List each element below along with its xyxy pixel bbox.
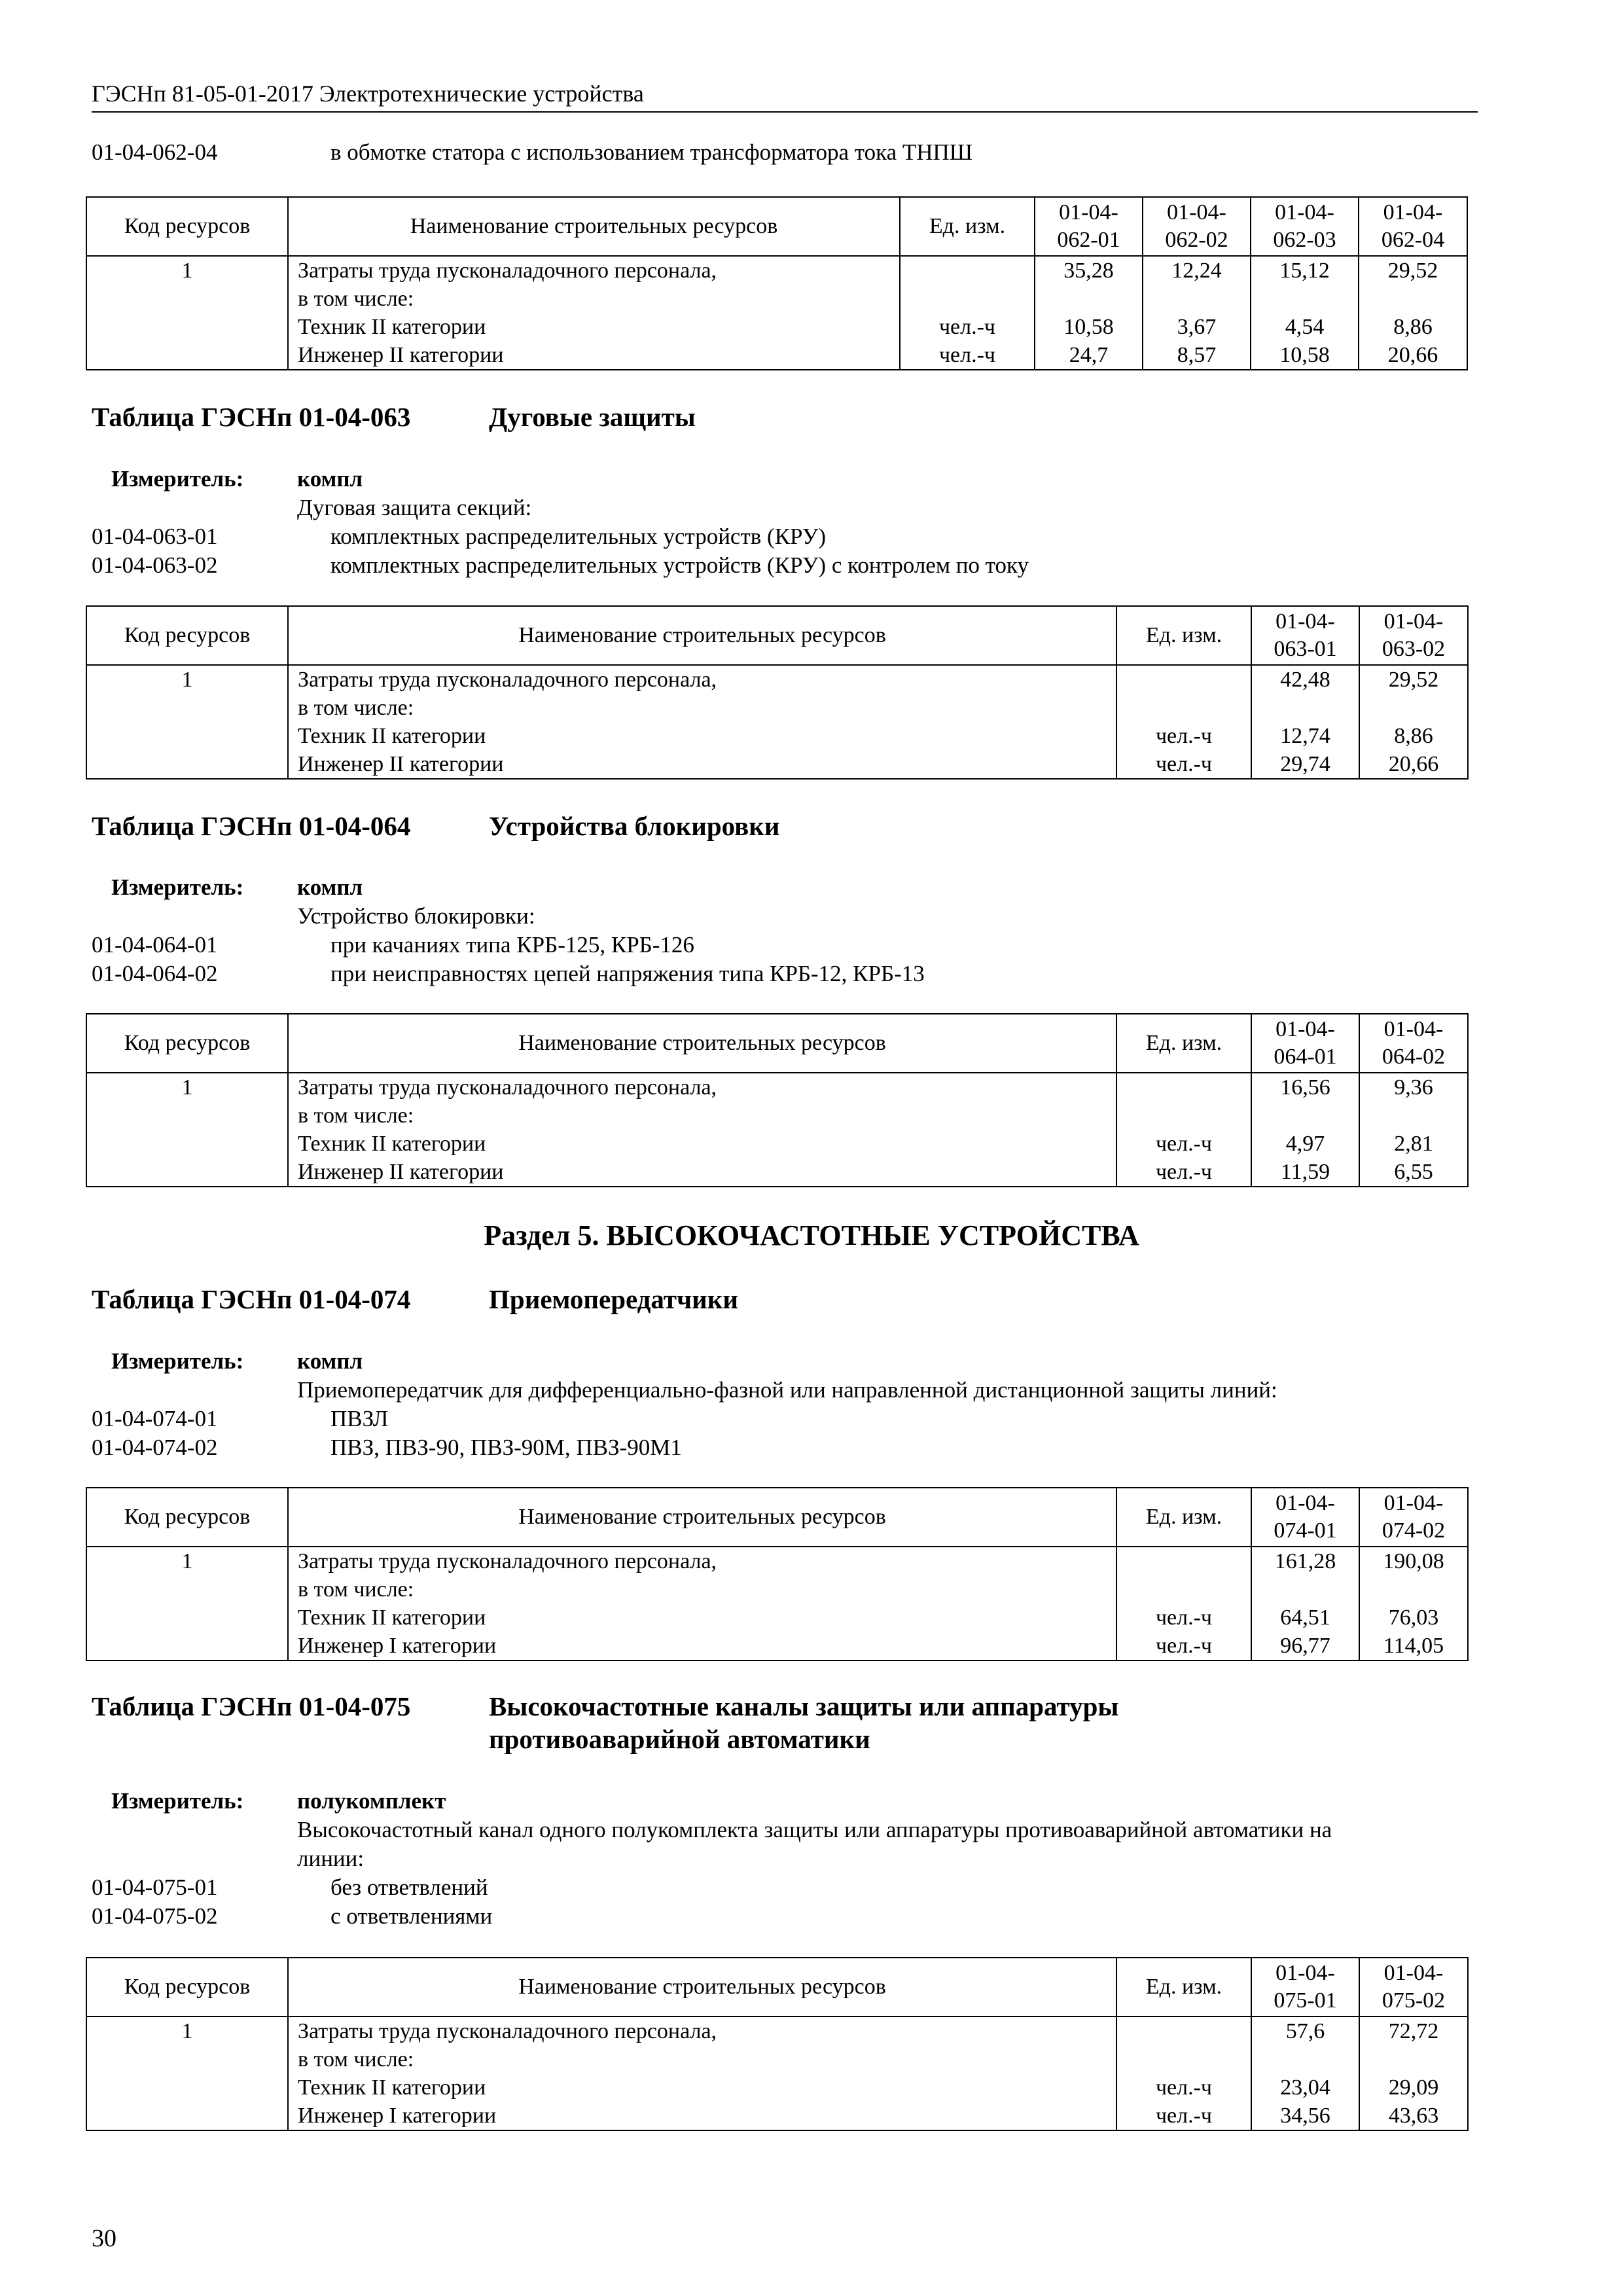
norm-values: 9,36 2,81 6,55 — [1359, 1073, 1468, 1187]
col-unit-header: Ед. изм. — [1116, 1488, 1251, 1547]
table-number: Таблица ГЭСНп 01-04-064 — [92, 811, 411, 841]
col-unit-header: Ед. изм. — [1116, 606, 1251, 665]
table-number: Таблица ГЭСНп 01-04-074 — [92, 1284, 411, 1314]
resource-names: Затраты труда пусконаладочного персонала, в том числе: Техник II категории Инженер I категории — [288, 2017, 1116, 2130]
measure-label: Измеритель: — [111, 874, 244, 900]
table-name: Высокочастотные каналы защиты или аппаратуры — [489, 1691, 1119, 1721]
col-norm-header: 01-04- 075-01 — [1251, 1958, 1359, 2017]
col-name-header: Наименование строительных ресурсов — [288, 197, 900, 256]
resource-names: Затраты труда пусконаладочного персонала, в том числе: Техник II категории Инженер I категории — [288, 1547, 1116, 1660]
col-name-header: Наименование строительных ресурсов — [288, 1014, 1116, 1073]
norm-values: 190,08 76,03 114,05 — [1359, 1547, 1468, 1660]
table-number: Таблица ГЭСНп 01-04-075 — [92, 1691, 411, 1721]
measure-unit: компл — [297, 1348, 363, 1374]
norm-values: 57,6 23,04 34,56 — [1251, 2017, 1359, 2130]
table-name: Устройства блокировки — [489, 811, 780, 841]
resource-table-075 — [86, 1957, 1469, 2131]
col-norm-header: 01-04- 062-01 — [1035, 197, 1143, 256]
col-norm-header: 01-04- 064-02 — [1359, 1014, 1468, 1073]
resource-code: 1 — [86, 665, 288, 779]
resource-units: чел.-ч чел.-ч — [1116, 1073, 1251, 1187]
col-unit-header: Ед. изм. — [1116, 1958, 1251, 2017]
norm-values: 12,24 3,67 8,57 — [1143, 256, 1251, 370]
table-row — [86, 1547, 1468, 1660]
resource-units: чел.-ч чел.-ч — [1116, 1547, 1251, 1660]
list-item: линии: — [297, 1846, 365, 1871]
list-item: Приемопередатчик для дифференциально-фазной или направленной дистанционной защиты линий: — [297, 1377, 1277, 1403]
intro-code: 01-04-062-04 — [92, 139, 218, 165]
resource-units: чел.-ч чел.-ч — [1116, 665, 1251, 779]
col-code-header: Код ресурсов — [86, 1488, 288, 1547]
list-item: 01-04-075-01 без ответвлений — [92, 1874, 488, 1900]
col-norm-header: 01-04- 075-02 — [1359, 1958, 1468, 2017]
norm-values: 29,52 8,86 20,66 — [1359, 256, 1467, 370]
list-item: Устройство блокировки: — [297, 903, 535, 929]
measure-unit: полукомплект — [297, 1788, 446, 1814]
col-norm-header: 01-04- 074-01 — [1251, 1488, 1359, 1547]
norm-values: 16,56 4,97 11,59 — [1251, 1073, 1359, 1187]
col-norm-header: 01-04- 063-01 — [1251, 606, 1359, 665]
intro-text: в обмотке статора с использованием трансформатора тока ТНПШ — [330, 139, 973, 165]
page-number: 30 — [92, 2225, 116, 2252]
col-name-header: Наименование строительных ресурсов — [288, 1958, 1116, 2017]
measure-unit: компл — [297, 874, 363, 900]
resource-code: 1 — [86, 1073, 288, 1187]
table-name-line2: противоаварийной автоматики — [489, 1724, 870, 1754]
table-row — [86, 2017, 1468, 2130]
col-norm-header: 01-04- 063-02 — [1359, 606, 1468, 665]
norm-values: 42,48 12,74 29,74 — [1251, 665, 1359, 779]
col-norm-header: 01-04- 062-02 — [1143, 197, 1251, 256]
resource-names: Затраты труда пусконаладочного персонала, в том числе: Техник II категории Инженер II категории — [288, 665, 1116, 779]
norm-values: 35,28 10,58 24,7 — [1035, 256, 1143, 370]
resource-code: 1 — [86, 1547, 288, 1660]
measure-label: Измеритель: — [111, 1348, 244, 1374]
resource-code: 1 — [86, 256, 288, 370]
resource-table-074 — [86, 1487, 1469, 1661]
norm-values: 29,52 8,86 20,66 — [1359, 665, 1468, 779]
col-code-header: Код ресурсов — [86, 606, 288, 665]
col-unit-header: Ед. изм. — [900, 197, 1035, 256]
resource-table-064 — [86, 1013, 1469, 1187]
running-header: ГЭСНп 81-05-01-2017 Электротехнические устройства — [92, 77, 1478, 113]
list-item: 01-04-075-02 с ответвлениями — [92, 1903, 493, 1929]
col-code-header: Код ресурсов — [86, 1958, 288, 2017]
col-name-header: Наименование строительных ресурсов — [288, 606, 1116, 665]
resource-code: 1 — [86, 2017, 288, 2130]
resource-units: чел.-ч чел.-ч — [1116, 2017, 1251, 2130]
norm-values: 161,28 64,51 96,77 — [1251, 1547, 1359, 1660]
resource-table-063 — [86, 605, 1469, 780]
measure-label: Измеритель: — [111, 1788, 244, 1814]
norm-values: 15,12 4,54 10,58 — [1251, 256, 1359, 370]
table-name: Дуговые защиты — [489, 402, 696, 432]
col-norm-header: 01-04- 062-03 — [1251, 197, 1359, 256]
col-code-header: Код ресурсов — [86, 1014, 288, 1073]
measure-unit: компл — [297, 466, 363, 492]
resource-names: Затраты труда пусконаладочного персонала, в том числе: Техник II категории Инженер II категории — [288, 256, 900, 370]
list-item: 01-04-074-02 ПВЗ, ПВЗ-90, ПВЗ-90М, ПВЗ-90М1 — [92, 1435, 682, 1460]
list-item: 01-04-074-01 ПВЗЛ — [92, 1406, 389, 1431]
list-item: Высокочастотный канал одного полукомплекта защиты или аппаратуры противоаварийной автоматики на — [297, 1817, 1332, 1842]
resource-table-062 — [86, 196, 1468, 370]
col-norm-header: 01-04- 064-01 — [1251, 1014, 1359, 1073]
col-name-header: Наименование строительных ресурсов — [288, 1488, 1116, 1547]
resource-units: чел.-ч чел.-ч — [900, 256, 1035, 370]
col-code-header: Код ресурсов — [86, 197, 288, 256]
norm-values: 72,72 29,09 43,63 — [1359, 2017, 1468, 2130]
col-unit-header: Ед. изм. — [1116, 1014, 1251, 1073]
measure-label: Измеритель: — [111, 466, 244, 492]
list-item: 01-04-064-02 при неисправностях цепей напряжения типа КРБ-12, КРБ-13 — [92, 961, 925, 986]
list-item: 01-04-063-02 комплектных распределительных устройств (КРУ) с контролем по току — [92, 552, 1029, 578]
table-row — [86, 256, 1467, 370]
col-norm-header: 01-04- 062-04 — [1359, 197, 1467, 256]
list-item: 01-04-064-01 при качаниях типа КРБ-125, КРБ-126 — [92, 932, 694, 958]
list-item: Дуговая защита секций: — [297, 495, 532, 520]
table-row — [86, 1073, 1468, 1187]
table-name: Приемопередатчики — [489, 1284, 738, 1314]
section-heading: Раздел 5. ВЫСОКОЧАСТОТНЫЕ УСТРОЙСТВА — [484, 1219, 1139, 1251]
col-norm-header: 01-04- 074-02 — [1359, 1488, 1468, 1547]
table-number: Таблица ГЭСНп 01-04-063 — [92, 402, 411, 432]
list-item: 01-04-063-01 комплектных распределительных устройств (КРУ) — [92, 524, 827, 549]
table-row — [86, 665, 1468, 779]
resource-names: Затраты труда пусконаладочного персонала, в том числе: Техник II категории Инженер II категории — [288, 1073, 1116, 1187]
